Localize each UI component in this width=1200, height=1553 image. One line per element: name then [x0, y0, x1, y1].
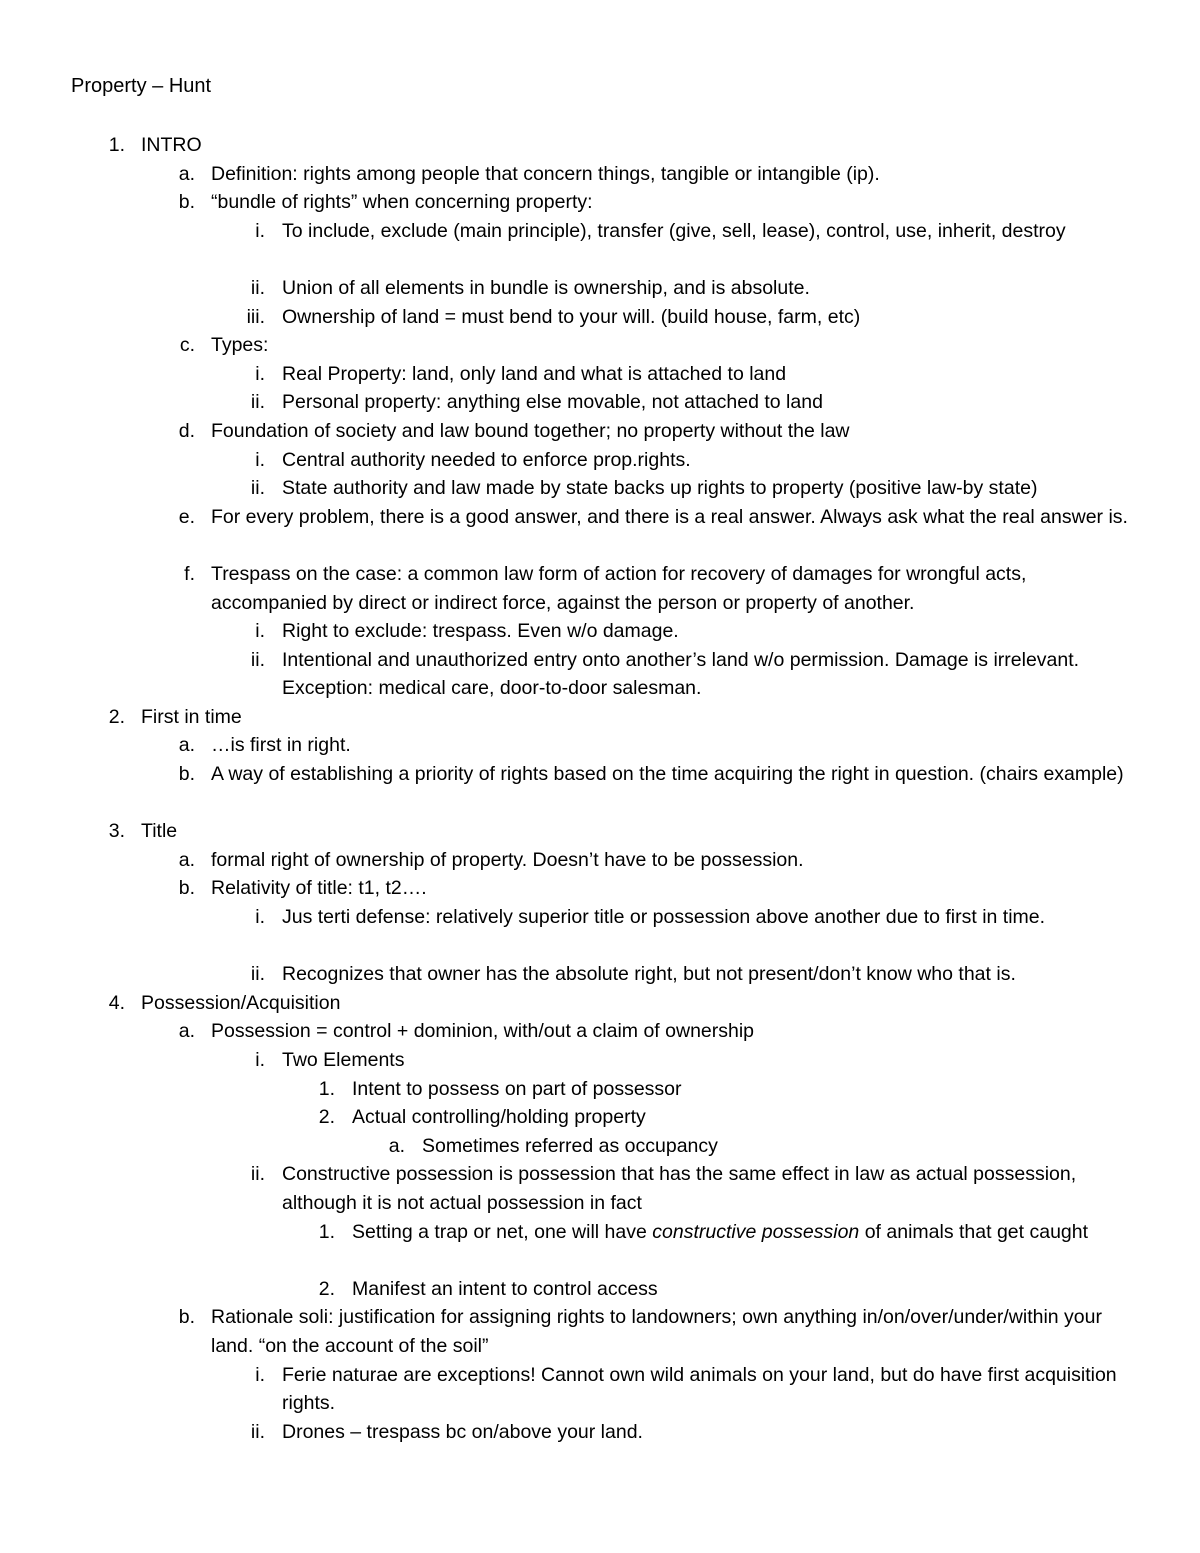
list-item-text: Ownership of land = must bend to your will. (build house, farm, etc) [282, 305, 861, 328]
list-marker: 2. [108, 705, 125, 728]
list-item-text: formal right of ownership of property. Doesn’t have to be possession. [211, 848, 804, 871]
list-marker: ii. [250, 276, 265, 299]
list-marker: 3. [108, 820, 125, 843]
list-marker: 1. [318, 1077, 335, 1100]
list-item [0, 560, 1200, 617]
list-item [0, 1218, 1200, 1275]
list-marker: iii. [246, 305, 265, 328]
list-marker: a. [388, 1134, 405, 1157]
list-item-text: Foundation of society and law bound together; no property without the law [211, 419, 850, 442]
list-item-text: Drones – trespass bc on/above your land. [282, 1420, 643, 1443]
list-marker: a. [178, 734, 195, 757]
list-marker: ii. [250, 963, 265, 986]
list-marker: 1. [108, 134, 125, 156]
list-item [0, 274, 1200, 303]
list-item-text: INTRO [141, 134, 202, 156]
list-item [0, 960, 1200, 989]
list-item [0, 446, 1200, 475]
list-marker: e. [178, 505, 195, 528]
list-marker: b. [178, 877, 195, 900]
list-item-text: “bundle of rights” when concerning property: [211, 191, 593, 214]
list-marker: d. [178, 419, 195, 442]
list-marker: 2. [318, 1277, 335, 1300]
list-marker: ii. [250, 391, 265, 414]
list-item-text: Intentional and unauthorized entry onto another’s land w/o permission. Damage is irrelevant. Exception: medical care, door-to-door salesman. [282, 648, 1080, 700]
list-item [0, 1132, 1200, 1161]
list-marker: i. [255, 1363, 265, 1386]
list-marker: b. [178, 763, 195, 786]
list-item-text: To include, exclude (main principle), transfer (give, sell, lease), control, use, inherit, destroy [282, 219, 1066, 242]
list-item [0, 131, 1200, 160]
list-item-text: Title [141, 820, 178, 843]
list-marker: i. [255, 219, 265, 242]
list-item [0, 1275, 1200, 1304]
list-item-text: Central authority needed to enforce prop.rights. [282, 448, 691, 471]
list-item-text: State authority and law made by state backs up rights to property (positive law-by state) [282, 477, 1038, 500]
list-item [0, 646, 1200, 703]
list-item-text: Ferie naturae are exceptions! Cannot own wild animals on your land, but do have first acquisition rights. [282, 1363, 1117, 1415]
list-marker: b. [178, 1306, 195, 1329]
list-marker: ii. [250, 477, 265, 500]
list-marker: i. [255, 448, 265, 471]
list-item-text: Manifest an intent to control access [352, 1277, 658, 1300]
list-item [0, 1160, 1200, 1217]
list-item-text: Actual controlling/holding property [352, 1106, 646, 1129]
list-item [0, 989, 1200, 1018]
list-marker: f. [184, 562, 195, 585]
list-marker: ii. [250, 648, 265, 671]
list-item-text: Real Property: land, only land and what is attached to land [282, 362, 787, 385]
list-item-text [352, 1218, 1132, 1247]
list-item [0, 417, 1200, 446]
list-item [0, 160, 1200, 189]
list-item-text: For every problem, there is a good answer, and there is a real answer. Always ask what the real answer is. [211, 505, 1128, 528]
list-marker: i. [255, 620, 265, 643]
list-item-text: Intent to possess on part of possessor [352, 1077, 682, 1100]
list-item [0, 331, 1200, 360]
list-item-text: Sometimes referred as occupancy [422, 1134, 718, 1157]
list-item [0, 1017, 1200, 1046]
list-item [0, 1075, 1200, 1104]
list-item [0, 846, 1200, 875]
list-item-text: …is first in right. [211, 734, 351, 757]
text-segment: Setting a trap or net, one will have [352, 1220, 653, 1243]
list-item-text: Right to exclude: trespass. Even w/o damage. [282, 620, 679, 643]
list-item-text: Possession/Acquisition [141, 991, 341, 1014]
list-item-text: Constructive possession is possession that has the same effect in law as actual possession, although it is not actual possession in fact [282, 1163, 1077, 1214]
list-item [0, 903, 1200, 960]
list-marker: a. [178, 848, 195, 871]
list-item [0, 874, 1200, 903]
list-item [0, 1361, 1200, 1418]
list-marker: i. [255, 362, 265, 385]
list-marker: ii. [250, 1420, 265, 1443]
list-item-text: Types: [211, 334, 269, 357]
list-item-text: Rationale soli: justification for assigning rights to landowners; own anything in/on/over/under/within your land. “on the account of the soil” [211, 1306, 1102, 1357]
list-item-text: Jus terti defense: relatively superior title or possession above another due to first in time. [282, 906, 1046, 929]
list-item-text: Two Elements [282, 1049, 405, 1071]
document-title: Property – Hunt [71, 75, 212, 97]
list-item [0, 388, 1200, 417]
list-item [0, 703, 1200, 732]
list-item-text: A way of establishing a priority of rights based on the time acquiring the right in question. (chairs example) [211, 763, 1124, 786]
list-marker: a. [178, 1020, 195, 1043]
list-item-text: First in time [141, 705, 242, 728]
text-segment: of animals that get caught [859, 1220, 1089, 1243]
list-marker: i. [255, 1049, 265, 1071]
list-item-text: Personal property: anything else movable, not attached to land [282, 391, 823, 414]
list-item [0, 303, 1200, 332]
list-item-text: Relativity of title: t1, t2…. [211, 877, 427, 900]
list-marker: 1. [318, 1220, 335, 1243]
list-marker: b. [178, 191, 195, 214]
list-item-text: Definition: rights among people that concern things, tangible or intangible (ip). [211, 162, 880, 185]
list-marker: a. [178, 162, 195, 185]
outline-list [0, 131, 1200, 1446]
list-item [0, 188, 1200, 217]
list-item [0, 1303, 1200, 1360]
list-item [0, 503, 1200, 560]
list-marker: 2. [318, 1106, 335, 1129]
list-marker: c. [179, 334, 195, 357]
emphasized-text: constructive possession [652, 1220, 860, 1243]
list-item [0, 1418, 1200, 1447]
list-item-text: Trespass on the case: a common law form of action for recovery of damages for wrongful acts, accompanied by direct or indirect force, against the person or property of another. [211, 562, 1027, 614]
list-item [0, 760, 1200, 817]
list-item [0, 817, 1200, 846]
list-item [0, 360, 1200, 389]
list-marker: ii. [250, 1163, 265, 1186]
list-item-text: Possession = control + dominion, with/out a claim of ownership [211, 1020, 755, 1043]
list-item [0, 1046, 1200, 1075]
list-item-text: Union of all elements in bundle is ownership, and is absolute. [282, 276, 810, 299]
list-item-text: Recognizes that owner has the absolute right, but not present/don’t know who that is. [282, 963, 1016, 986]
list-item [0, 474, 1200, 503]
list-marker: 4. [108, 991, 125, 1014]
list-item [0, 617, 1200, 646]
list-item [0, 1103, 1200, 1132]
list-item [0, 217, 1200, 274]
list-marker: i. [255, 906, 265, 929]
list-item [0, 731, 1200, 760]
